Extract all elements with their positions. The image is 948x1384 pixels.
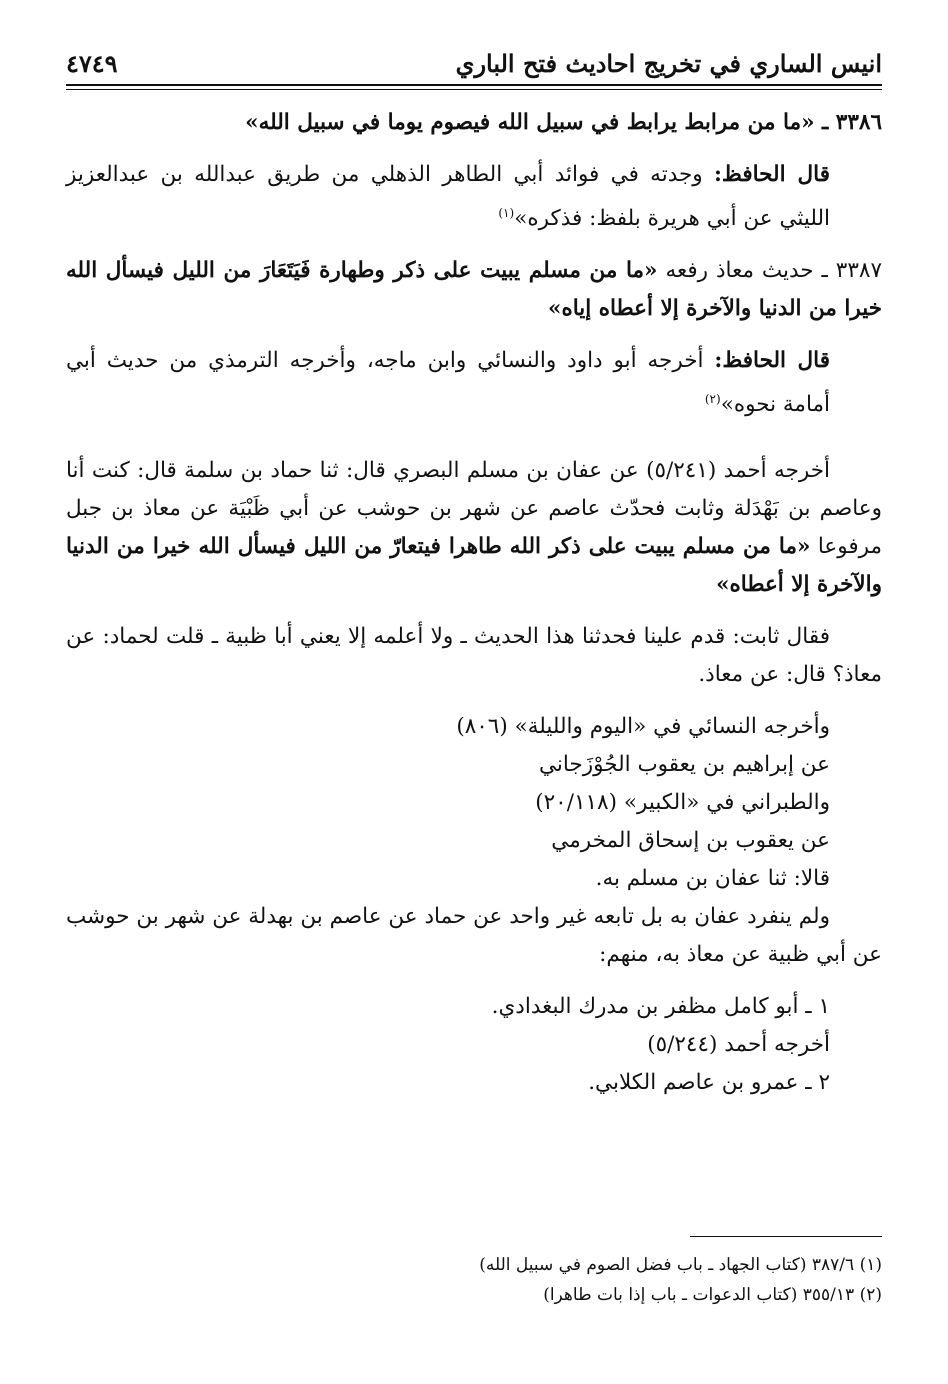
hadith-text: «ما من مسلم يبيت على ذكر وطهارة فَيَتَعَارَ من الليل فيسأل الله خيرا من الدنيا والآخرة إلا أعطاه إياه» — [66, 258, 882, 322]
hadith-prefix: ٣٣٨٧ ـ حديث معاذ رفعه — [665, 258, 882, 284]
comment-3387 — [66, 342, 882, 424]
line-item: وأخرجه النسائي في «اليوم والليلة» (٨٠٦) — [456, 714, 830, 740]
footnotes — [66, 1250, 882, 1310]
page-content — [66, 104, 882, 1102]
running-title: انيس الساري في تخريج احاديث فتح الباري — [455, 49, 882, 78]
line-item: قالا: ثنا عفان بن مسلم به. — [595, 866, 830, 892]
page-header — [66, 42, 882, 78]
list-item: ٢ ـ عمرو بن عاصم الكلابي. — [588, 1070, 830, 1096]
footnote-1: (١) ٣٨٧/٦ (كتاب الجهاد ـ باب فضل الصوم في سبيل الله) — [479, 1255, 882, 1275]
page-number: ٤٧٤٩ — [66, 49, 118, 78]
comment-text: وجدته في فوائد أبي الطاهر الذهلي من طريق عبدالله بن عبدالعزيز الليثي عن أبي هريرة بلفظ: فذكره» — [66, 162, 830, 232]
comment-label: قال الحافظ: — [713, 162, 830, 187]
header-rule-thin — [66, 89, 882, 90]
list-item: أخرجه أحمد (٥/٢٤٤) — [647, 1032, 830, 1058]
line-item: والطبراني في «الكبير» (٢٠/١١٨) — [535, 790, 830, 816]
footnote-ref-2: (٢) — [704, 392, 721, 407]
comment-text: أخرجه أبو داود والنسائي وابن ماجه، وأخرجه الترمذي من حديث أبي أمامة نحوه» — [66, 348, 830, 418]
paragraph-mutaba: ولم ينفرد عفان به بل تابعه غير واحد عن حماد عن عاصم بن بهدلة عن شهر بن حوشب عن أبي ظبية عن معاذ به، منهم: — [66, 904, 882, 968]
comment-3386 — [66, 156, 882, 238]
paragraph-ahmad — [66, 452, 882, 604]
hadith-3386: ٣٣٨٦ ـ «ما من مرابط يرابط في سبيل الله فيصوم يوما في سبيل الله» — [245, 110, 882, 135]
comment-label: قال الحافظ: — [714, 348, 830, 374]
line-item: عن إبراهيم بن يعقوب الجُوْزَجاني — [538, 752, 830, 778]
list-item: ١ ـ أبو كامل مظفر بن مدرك البغدادي. — [491, 994, 830, 1020]
hadith-3387 — [66, 252, 882, 328]
footnote-2: (٢) ٣٥٥/١٣ (كتاب الدعوات ـ باب إذا بات طاهرا) — [543, 1285, 882, 1305]
footnote-separator — [690, 1236, 882, 1237]
line-item: عن يعقوب بن إسحاق المخرمي — [551, 828, 830, 854]
header-rule — [66, 84, 882, 86]
paragraph-text: أخرجه أحمد (٥/٢٤١) عن عفان بن مسلم البصري قال: ثنا حماد بن سلمة قال: كنت أنا وعاصم بن بَهْدَلة وثابت فحدّث عاصم عن شهر بن حوشب عن أبي ظَبْيَة عن معاذ بن جبل مرفوعا — [66, 458, 882, 560]
paragraph-thabit: فقال ثابت: قدم علينا فحدثنا هذا الحديث ـ ولا أعلمه إلا يعني أبا ظبية ـ قلت لحماد: عن معاذ؟ قال: عن معاذ. — [66, 624, 882, 688]
paragraph-bold-text: «ما من مسلم يبيت على ذكر الله طاهرا فيتعارّ من الليل فيسأل الله خيرا من الدنيا والآخرة إلا أعطاه» — [66, 534, 882, 598]
footnote-ref-1: (١) — [498, 206, 515, 220]
